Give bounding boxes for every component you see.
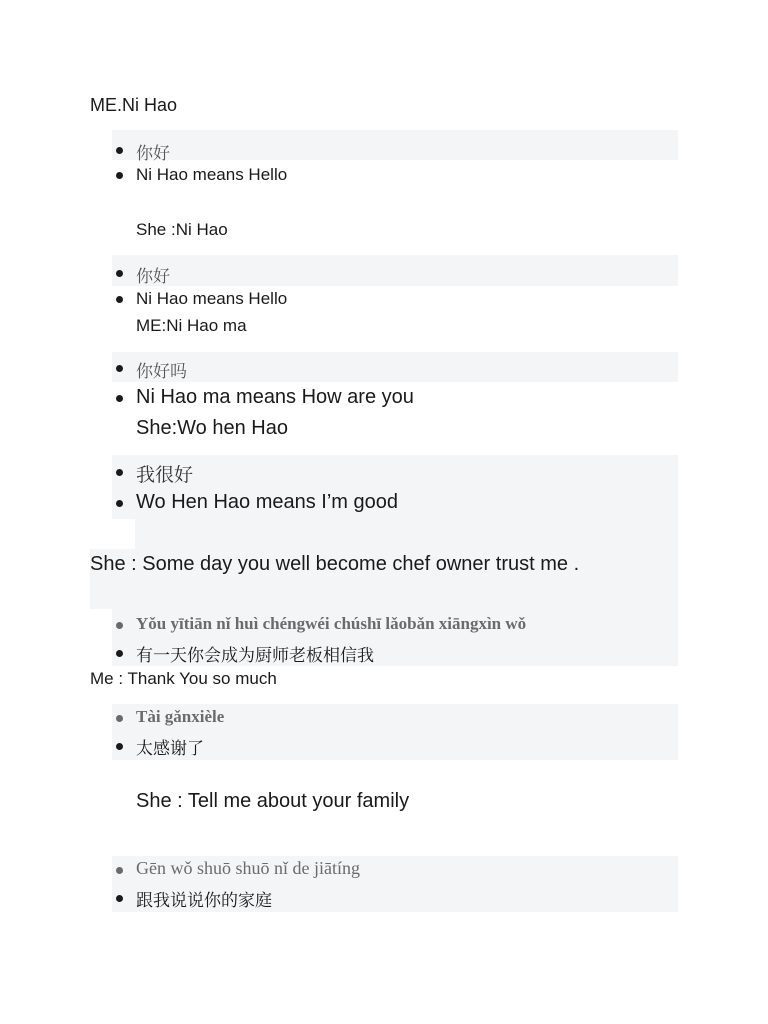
highlight-band: [135, 519, 678, 549]
chinese-text: 我很好: [136, 464, 194, 486]
chinese-text: 跟我说说你的家庭: [136, 891, 272, 911]
bullet-dot: [116, 147, 123, 154]
chinese-text: 你好: [136, 267, 170, 287]
bullet-dot: [116, 743, 123, 750]
dialogue-line-me: ME.Ni Hao: [90, 95, 178, 115]
bullet-dot: [116, 867, 123, 874]
meaning-text: Ni Hao means Hello: [136, 289, 288, 308]
bullet-dot: [116, 650, 123, 657]
highlight-band: [112, 352, 678, 382]
pinyin-text: Tài gǎnxièle: [136, 707, 225, 726]
bullet-dot: [116, 395, 123, 402]
dialogue-line-she: She : Some day you well become chef owner trust me .: [90, 553, 580, 575]
dialogue-line-she: She :Ni Hao: [136, 220, 228, 239]
highlight-band: [112, 130, 678, 160]
highlight-band: [112, 255, 678, 286]
bullet-dot: [116, 172, 123, 179]
meaning-text: Wo Hen Hao means I’m good: [136, 491, 398, 513]
dialogue-line-me: Me : Thank You so much: [90, 669, 277, 688]
chinese-text: 你好: [136, 144, 170, 164]
dialogue-line-she: She:Wo hen Hao: [136, 417, 288, 439]
chinese-text: 有一天你会成为厨师老板相信我: [136, 646, 374, 666]
bullet-dot: [116, 715, 123, 722]
bullet-dot: [116, 622, 123, 629]
bullet-dot: [116, 469, 123, 476]
pinyin-text: Yǒu yītiān nǐ huì chéngwéi chúshī lǎobǎn xiāngxìn wǒ: [136, 614, 527, 633]
chinese-text: 你好吗: [136, 362, 187, 382]
chinese-text: 太感谢了: [136, 739, 204, 759]
bullet-dot: [116, 365, 123, 372]
pinyin-text: Gēn wǒ shuō shuō nǐ de jiātíng: [136, 858, 360, 878]
meaning-text: Ni Hao means Hello: [136, 165, 288, 184]
bullet-dot: [116, 895, 123, 902]
meaning-text: Ni Hao ma means How are you: [136, 386, 414, 408]
dialogue-line-me: ME:Ni Hao ma: [136, 316, 247, 335]
bullet-dot: [116, 270, 123, 277]
bullet-dot: [116, 500, 123, 507]
bullet-dot: [116, 296, 123, 303]
dialogue-line-she: She : Tell me about your family: [136, 790, 410, 812]
